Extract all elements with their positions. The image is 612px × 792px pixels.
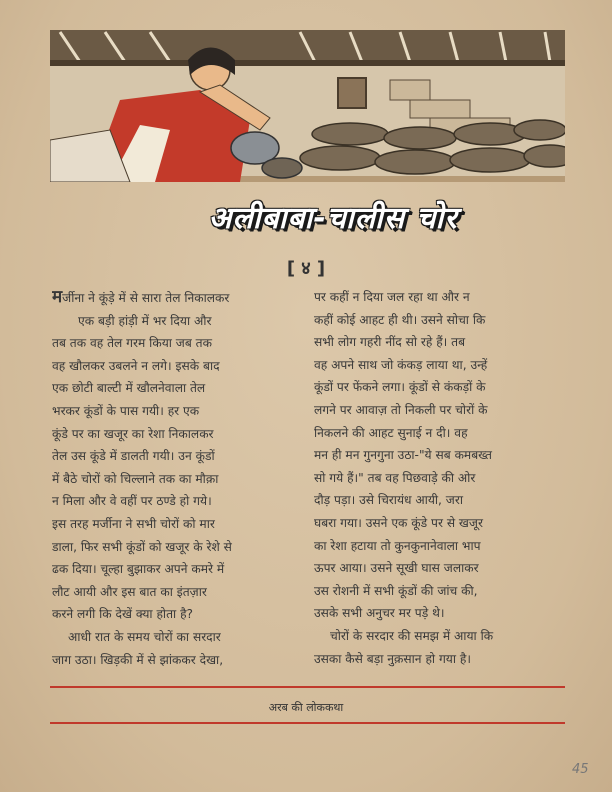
text-line: ऊपर आया। उसने सूखी घास जलाकर [314,561,479,576]
text-line: मर्जीना ने कूंड़े में से सारा तेल निकालकर [52,287,230,307]
text-line: घबरा गया। उसने एक कूंडे पर से खजूर [314,515,483,530]
story-title: अलीबाबा-चालीस चोर [208,201,458,236]
page-number: 45 [572,762,589,777]
text-line: कूंडे पर का खजूर का रेशा निकालकर [52,426,214,441]
woman-pouring-oil-illustration [50,30,565,182]
text-line: वह खौलकर उबलने न लगे। इसके बाद [52,358,220,373]
text-line: ढक दिया। चूल्हा बुझाकर अपने कमरे में [52,562,225,577]
text-line: उस रोशनी में सभी कूंडों की जांच की, [314,583,478,598]
text-line: सो गये हैं।" तब वह पिछवाड़े की ओर [314,470,476,485]
chapter-number: [ ४ ] [286,258,326,279]
text-line: आधी रात के समय चोरों का सरदार [68,629,221,644]
text-line: डाला, फिर सभी कूंडों को खजूर के रेशे से [52,539,232,554]
text-line: निकलने की आहट सुनाई न दी। वह [314,425,468,440]
text-line: जाग उठा। खिड़की में से झांककर देखा, [52,652,224,667]
text-line: वह अपने साथ जो कंकड़ लाया था, उन्हें [314,357,488,372]
text-line: दौड़ पड़ा। उसे चिरायंध आयी, जरा [314,493,463,508]
footer-caption: अरब की लोककथा [268,701,344,714]
text-line: एक बड़ी हांड़ी में भर दिया और [78,313,212,328]
text-line: एक छोटी बाल्टी में खौलनेवाला तेल [52,381,206,396]
text-line: में बैठे चोरों को चिल्लाने तक का मौक़ा [52,471,219,486]
text-line: तब तक वह तेल गरम किया जब तक [52,336,212,351]
text-line: न मिला और वे वहीं पर ठण्डे हो गये। [52,494,212,509]
text-line: पर कहीं न दिया जल रहा था और न [314,290,470,304]
text-line: उसका कैसे बड़ा नुक़सान हो गया है। [314,651,472,666]
header-illustration [50,30,565,182]
text-line: मन ही मन गुनगुना उठा-"ये सब कमबख्त [314,448,492,463]
dropcap: म [52,287,63,307]
left-column [52,286,298,671]
text-line: चोरों के सरदार की समझ में आया कि [330,628,494,643]
text-line: कहीं कोई आहट ही थी। उसने सोचा कि [314,312,486,327]
text-line: लौट आयी और इस बात का इंतज़ार [52,584,207,599]
divider-bottom [50,722,565,724]
divider-top [50,686,565,688]
text-line: तेल उस कूंडे में डालती गयी। उन कूंडों [52,449,215,464]
text-line: सभी लोग गहरी नींद सो रहे हैं। तब [314,335,466,350]
text-line: लगने पर आवाज़ तो निकली पर चोरों के [314,402,488,417]
text-line: का रेशा हटाया तो कुनकुनानेवाला भाप [314,538,481,553]
text-line: इस तरह मर्जीना ने सभी चोरों को मार [52,516,215,531]
text-line: भरकर कूंडों के पास गयी। हर एक [52,403,200,418]
right-column [314,286,560,670]
text-line: कूंडों पर फेंकने लगा। कूंडों से कंकड़ों के [314,380,486,395]
text-line: करने लगी कि देखें क्या होता है? [52,607,194,622]
text-line: उसके सभी अनुचर मर पड़े थे। [314,606,445,621]
